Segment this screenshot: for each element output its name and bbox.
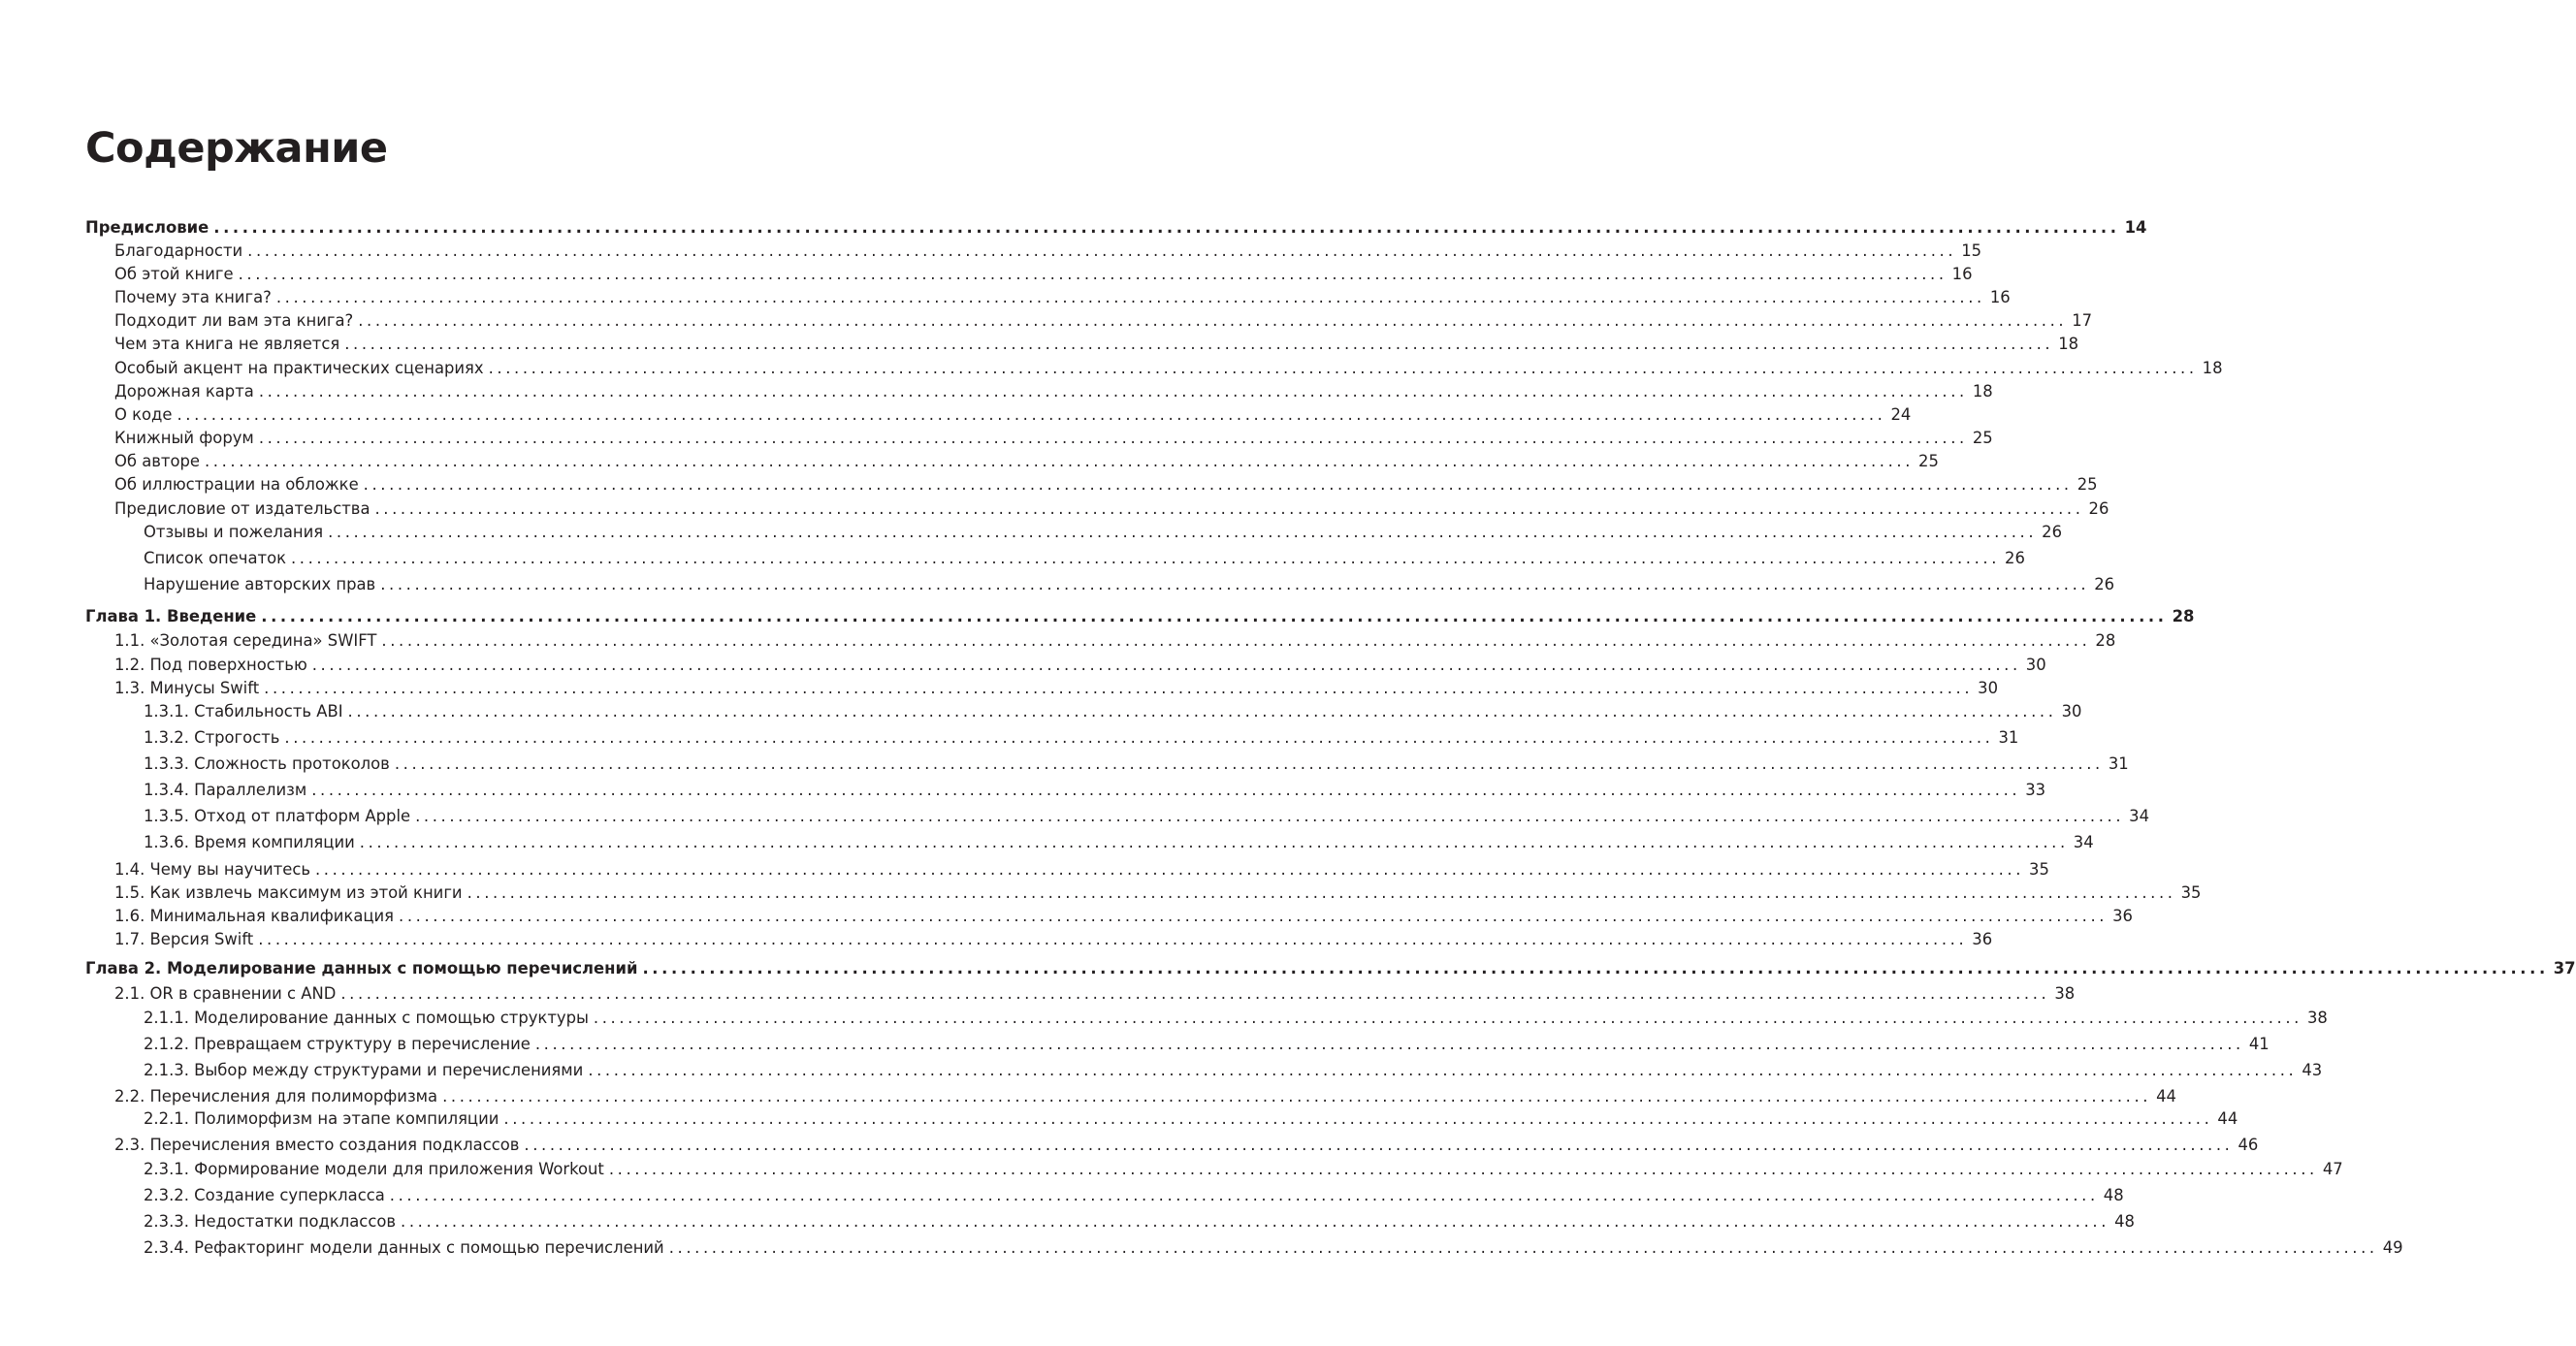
toc-page-number: 18 <box>1972 382 1993 401</box>
toc-entry[interactable] <box>114 677 1999 700</box>
dot-leader: ........................................................................................................................................................................................................ <box>467 883 2176 902</box>
toc-entry[interactable] <box>114 928 1993 951</box>
toc-entry-title: 2.2. Перечисления для полиморфизма <box>114 1087 438 1106</box>
page-title: Содержание <box>85 124 388 173</box>
toc-page-number: 36 <box>1972 930 1993 948</box>
toc-entry-title: 1.3.3. Сложность протоколов <box>144 754 390 773</box>
toc-page-number: 44 <box>2156 1087 2176 1106</box>
dot-leader: ........................................................................................................................................................................................................ <box>264 679 1974 697</box>
toc-entry[interactable] <box>144 1210 2135 1234</box>
toc-entry[interactable] <box>144 1158 2343 1181</box>
toc-page-number: 48 <box>2114 1212 2135 1231</box>
toc-entry[interactable] <box>144 1107 2238 1131</box>
toc-entry[interactable] <box>114 629 2116 653</box>
toc-entry-title: Подходит ли вам эта книга? <box>114 311 354 330</box>
toc-page-number: 25 <box>2077 475 2098 494</box>
toc-entry-title: Об авторе <box>114 452 200 470</box>
toc-page-number: 35 <box>2029 860 2049 879</box>
toc-entry-title: 1.5. Как извлечь максимум из этой книги <box>114 883 463 902</box>
toc-entry[interactable] <box>144 700 2082 723</box>
toc-entry-title: 2.3.3. Недостатки подклассов <box>144 1212 397 1231</box>
toc-page-number: 26 <box>2094 575 2115 593</box>
toc-page-number: 46 <box>2238 1136 2259 1154</box>
toc-entry-title: Почему эта книга? <box>114 288 272 306</box>
toc-page-number: 31 <box>2108 754 2129 773</box>
toc-page-number: 47 <box>2322 1160 2343 1178</box>
toc-page-number: 26 <box>2088 499 2109 518</box>
toc-page-number: 26 <box>2005 549 2025 567</box>
toc-page-number: 15 <box>1961 241 1982 260</box>
toc-entry[interactable] <box>114 240 1982 263</box>
toc-entry[interactable] <box>114 881 2202 905</box>
toc-entry[interactable] <box>114 982 2076 1006</box>
toc-entry[interactable] <box>114 286 2011 309</box>
toc-chapter-entry[interactable] <box>85 957 2576 980</box>
toc-page-number: 35 <box>2180 883 2202 902</box>
toc-entry-title: 2.1.1. Моделирование данных с помощью структуры <box>144 1009 589 1027</box>
dot-leader: ........................................................................................................................................................................................................ <box>284 728 1994 747</box>
toc-page-number: 30 <box>2025 656 2046 674</box>
toc-page-number: 44 <box>2217 1109 2238 1128</box>
dot-leader: ........................................................................................................................................................................................................ <box>205 452 1915 470</box>
toc-entry[interactable] <box>144 1236 2403 1260</box>
toc-page-number: 26 <box>2042 523 2063 541</box>
toc-entry-title: О коде <box>114 405 173 424</box>
toc-chapter-entry[interactable] <box>85 605 2195 628</box>
toc-page-number: 48 <box>2103 1186 2124 1204</box>
toc-entry-title: 1.4. Чему вы научитесь <box>114 860 310 879</box>
toc-entry-title: Нарушение авторских прав <box>144 575 376 593</box>
dot-leader: ........................................................................................................................................................................................................ <box>488 359 2198 377</box>
toc-page-number: 43 <box>2302 1061 2323 1079</box>
toc-entry-title: 1.3.2. Строгость <box>144 728 280 747</box>
toc-page-number: 38 <box>2054 984 2076 1003</box>
toc-page-number: 38 <box>2306 1009 2328 1027</box>
toc-entry-title: 2.3.4. Рефакторинг модели данных с помощью перечислений <box>144 1238 664 1257</box>
dot-leader: ........................................................................................................................................................................................................ <box>593 1009 2302 1027</box>
dot-leader: ........................................................................................................................................................................................................ <box>608 1160 2318 1178</box>
dot-leader: ........................................................................................................................................................................................................ <box>642 959 2549 977</box>
toc-page-number: 16 <box>1989 288 2011 306</box>
dot-leader: ........................................................................................................................................................................................................ <box>588 1061 2298 1079</box>
toc-page-number: 30 <box>2061 702 2082 721</box>
toc-entry[interactable] <box>144 1184 2124 1207</box>
toc-page-number: 36 <box>2112 907 2133 925</box>
dot-leader: ........................................................................................................................................................................................................ <box>258 382 1968 401</box>
toc-page-number: 18 <box>2058 335 2079 353</box>
toc-entry-title: Список опечаток <box>144 549 286 567</box>
toc-entry[interactable] <box>114 1085 2176 1108</box>
toc-entry[interactable] <box>144 726 2019 750</box>
toc-entry-title: 2.3.2. Создание суперкласса <box>144 1186 385 1204</box>
toc-page-number: 25 <box>1918 452 1939 470</box>
toc-page-number: 16 <box>1951 265 1973 283</box>
toc-entry-title: Отзывы и пожелания <box>144 523 324 541</box>
toc-entry[interactable] <box>144 1033 2270 1056</box>
dot-leader: ........................................................................................................................................................................................................ <box>238 265 1948 283</box>
toc-entry[interactable] <box>114 380 1993 403</box>
toc-entry-title: 2.2.1. Полиморфизм на этапе компиляции <box>144 1109 499 1128</box>
toc-entry-title: 2.3. Перечисления вместо создания подклассов <box>114 1136 520 1154</box>
toc-entry[interactable] <box>144 831 2094 854</box>
dot-leader: ........................................................................................................................................................................................................ <box>258 429 1968 447</box>
toc-entry-title: 2.1.3. Выбор между структурами и перечислениями <box>144 1061 584 1079</box>
dot-leader: ........................................................................................................................................................................................................ <box>359 833 2069 851</box>
toc-entry-title: 1.3.1. Стабильность ABI <box>144 702 343 721</box>
dot-leader: ........................................................................................................................................................................................................ <box>340 984 2050 1003</box>
toc-entry-title: 1.7. Версия Swift <box>114 930 254 948</box>
toc-entry-title: 2.3.1. Формирование модели для приложения Workout <box>144 1160 604 1178</box>
toc-entry-title: Особый акцент на практических сценариях <box>114 359 484 377</box>
toc-entry[interactable] <box>114 403 1912 427</box>
toc-entry[interactable] <box>114 427 1993 450</box>
toc-entry[interactable] <box>114 654 2046 677</box>
toc-entry-title: 2.1.2. Превращаем структуру в перечисление <box>144 1035 531 1053</box>
toc-page-number: 28 <box>2172 607 2195 625</box>
toc-entry-title: Благодарности <box>114 241 243 260</box>
dot-leader: ........................................................................................................................................................................................................ <box>381 631 2091 650</box>
toc-entry[interactable] <box>114 333 2079 356</box>
dot-leader: ........................................................................................................................................................................................................ <box>311 781 2021 799</box>
dot-leader: ........................................................................................................................................................................................................ <box>363 475 2073 494</box>
toc-entry[interactable] <box>114 450 1939 473</box>
toc-page-number: 18 <box>2202 359 2223 377</box>
toc-entry-title: Чем эта книга не является <box>114 335 340 353</box>
dot-leader: ........................................................................................................................................................................................................ <box>442 1087 2152 1106</box>
dot-leader: ........................................................................................................................................................................................................ <box>275 288 1985 306</box>
dot-leader: ........................................................................................................................................................................................................ <box>415 807 2125 825</box>
toc-page-number: 24 <box>1890 405 1912 424</box>
toc-entry-title: 1.2. Под поверхностью <box>114 656 307 674</box>
toc-page-number: 25 <box>1972 429 1993 447</box>
toc-entry[interactable] <box>114 905 2133 928</box>
toc-entry[interactable] <box>144 779 2046 802</box>
dot-leader: ........................................................................................................................................................................................................ <box>247 241 1957 260</box>
dot-leader: ........................................................................................................................................................................................................ <box>311 656 2021 674</box>
dot-leader: ........................................................................................................................................................................................................ <box>213 218 2120 237</box>
dot-leader: ........................................................................................................................................................................................................ <box>347 702 2057 721</box>
dot-leader: ........................................................................................................................................................................................................ <box>177 405 1886 424</box>
toc-page-number: 28 <box>2095 631 2116 650</box>
toc-entry-title: 1.3.6. Время компиляции <box>144 833 355 851</box>
toc-entry-title: Об этой книге <box>114 265 234 283</box>
toc-entry-title: 1.1. «Золотая середина» SWIFT <box>114 631 377 650</box>
toc-entry-title: Предисловие <box>85 218 209 237</box>
toc-entry[interactable] <box>114 1134 2259 1157</box>
toc-entry[interactable] <box>144 1007 2328 1030</box>
toc-entry-title: Книжный форум <box>114 429 254 447</box>
dot-leader: ........................................................................................................................................................................................................ <box>261 607 2168 625</box>
toc-entry-title: 1.6. Минимальная квалификация <box>114 907 395 925</box>
toc-page-number: 17 <box>2072 311 2093 330</box>
toc-entry[interactable] <box>114 497 2109 521</box>
toc-entry[interactable] <box>144 521 2063 544</box>
toc-entry-title: Об иллюстрации на обложке <box>114 475 359 494</box>
toc-page-number: 34 <box>2129 807 2149 825</box>
dot-leader: ........................................................................................................................................................................................................ <box>503 1109 2213 1128</box>
toc-entry[interactable] <box>144 805 2149 828</box>
dot-leader: ........................................................................................................................................................................................................ <box>401 1212 2110 1231</box>
dot-leader: ........................................................................................................................................................................................................ <box>315 860 2025 879</box>
toc-entry-title: Предисловие от издательства <box>114 499 370 518</box>
toc-entry[interactable] <box>114 263 1973 286</box>
toc-entry-title: Глава 2. Моделирование данных с помощью перечислений <box>85 959 638 977</box>
dot-leader: ........................................................................................................................................................................................................ <box>394 754 2104 773</box>
dot-leader: ........................................................................................................................................................................................................ <box>524 1136 2234 1154</box>
toc-entry-title: 1.3.5. Отход от платформ Apple <box>144 807 411 825</box>
dot-leader: ........................................................................................................................................................................................................ <box>668 1238 2378 1257</box>
toc-page-number: 30 <box>1978 679 1999 697</box>
dot-leader: ........................................................................................................................................................................................................ <box>291 549 2001 567</box>
dot-leader: ........................................................................................................................................................................................................ <box>389 1186 2099 1204</box>
dot-leader: ........................................................................................................................................................................................................ <box>374 499 2084 518</box>
toc-page-number: 41 <box>2248 1035 2270 1053</box>
toc-page-number: 33 <box>2025 781 2046 799</box>
toc-entry[interactable] <box>144 753 2129 776</box>
dot-leader: ........................................................................................................................................................................................................ <box>358 311 2068 330</box>
toc-entry[interactable] <box>114 357 2223 380</box>
toc-entry[interactable] <box>114 473 2098 497</box>
toc-entry-title: 2.1. OR в сравнении с AND <box>114 984 337 1003</box>
toc-entry-title: Глава 1. Введение <box>85 607 257 625</box>
toc-entry-title: Дорожная карта <box>114 382 254 401</box>
toc-page-number: 34 <box>2073 833 2094 851</box>
dot-leader: ........................................................................................................................................................................................................ <box>328 523 2038 541</box>
toc-entry[interactable] <box>144 1059 2323 1082</box>
toc-entry[interactable] <box>144 573 2115 596</box>
toc-entry-title: 1.3.4. Параллелизм <box>144 781 307 799</box>
toc-entry[interactable] <box>144 547 2025 570</box>
dot-leader: ........................................................................................................................................................................................................ <box>258 930 1968 948</box>
toc-entry-title: 1.3. Минусы Swift <box>114 679 260 697</box>
toc-page-number: 49 <box>2382 1238 2403 1257</box>
dot-leader: ........................................................................................................................................................................................................ <box>399 907 2109 925</box>
toc-entry[interactable] <box>114 309 2093 333</box>
toc-page-number: 31 <box>1998 728 2019 747</box>
toc-page-number: 37 <box>2553 959 2576 977</box>
toc-chapter-entry[interactable] <box>85 216 2147 240</box>
toc-entry[interactable] <box>114 858 2049 881</box>
dot-leader: ........................................................................................................................................................................................................ <box>534 1035 2244 1053</box>
toc-page-number: 14 <box>2124 218 2147 237</box>
dot-leader: ........................................................................................................................................................................................................ <box>380 575 2090 593</box>
dot-leader: ........................................................................................................................................................................................................ <box>344 335 2054 353</box>
